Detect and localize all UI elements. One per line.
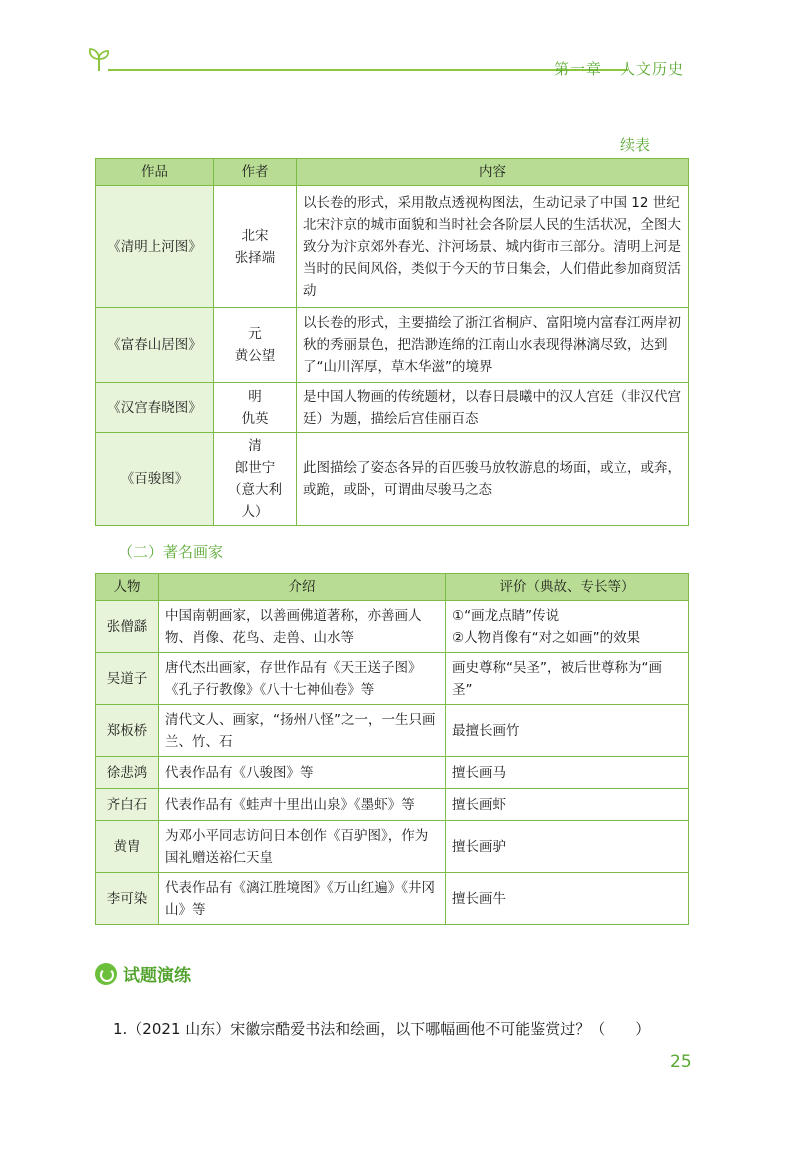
table-row (96, 757, 689, 789)
content-cell: 以长卷的形式，主要描绘了浙江省桐庐、富阳境内富春江两岸初秋的秀丽景色，把浩渺连绵的江南山水表现得淋漓尽致，达到了“山川浑厚，草木华滋”的境界 (297, 308, 689, 383)
table-header-row (96, 574, 689, 601)
content-cell: 是中国人物画的传统题材，以春日晨曦中的汉人宫廷（非汉代宫廷）为题，描绘后宫佳丽百态 (297, 383, 689, 433)
painter-eval: 擅长画牛 (446, 873, 689, 925)
column-header: 作者 (214, 159, 297, 186)
painter-intro: 中国南朝画家，以善画佛道著称，亦善画人物、肖像、花鸟、走兽、山水等 (159, 601, 446, 653)
author-cell (214, 433, 297, 526)
painter-name: 郑板桥 (96, 705, 159, 757)
author-name: 郎世宁 (234, 460, 276, 476)
artworks-table (95, 158, 689, 526)
painter-eval: 最擅长画竹 (446, 705, 689, 757)
work-cell: 《汉宫春晓图》 (96, 383, 214, 433)
table-row (96, 821, 689, 873)
table-row (96, 653, 689, 705)
table-row (96, 601, 689, 653)
page-number: 25 (670, 1052, 692, 1072)
painter-eval: 擅长画驴 (446, 821, 689, 873)
continued-label: 续表 (620, 136, 651, 154)
work-cell: 《富春山居图》 (96, 308, 214, 383)
table-row (96, 383, 689, 433)
exercise-icon (95, 963, 117, 985)
painter-intro: 代表作品有《漓江胜境图》《万山红遍》《井冈山》等 (159, 873, 446, 925)
painter-intro: 唐代杰出画家，存世作品有《天王送子图》《孔子行教像》《八十七神仙卷》等 (159, 653, 446, 705)
table-row (96, 186, 689, 308)
chapter-title (554, 58, 684, 79)
question-text: 1.（2021 山东）宋徽宗酷爱书法和绘画，以下哪幅画他不可能鉴赏过？（ ） (113, 1020, 651, 1038)
author-dynasty: 元 (248, 326, 262, 342)
painter-eval: 擅长画马 (446, 757, 689, 789)
chapter-section: 人文历史 (620, 60, 685, 78)
author-dynasty: 清 (248, 438, 262, 454)
painter-intro: 代表作品有《八骏图》等 (159, 757, 446, 789)
author-name: 仇英 (241, 410, 269, 427)
painter-intro: 为邓小平同志访问日本创作《百驴图》，作为国礼赠送裕仁天皇 (159, 821, 446, 873)
section-subtitle: （二）著名画家 (118, 543, 224, 561)
column-header: 内容 (297, 159, 689, 186)
author-name: 黄公望 (234, 348, 276, 364)
author-note: （意大利人） (228, 482, 282, 520)
table-header-row (96, 159, 689, 186)
author-cell (214, 308, 297, 383)
painter-name: 齐白石 (96, 789, 159, 821)
column-header: 人物 (96, 574, 159, 601)
painter-name: 徐悲鸿 (96, 757, 159, 789)
table-row (96, 789, 689, 821)
chapter-number: 第一章 (554, 60, 603, 78)
work-cell: 《清明上河图》 (96, 186, 214, 308)
content-cell: 以长卷的形式，采用散点透视构图法，生动记录了中国 12 世纪北宋汴京的城市面貌和当时社会各阶层人民的生活状况，全图大致分为汴京郊外春光、汴河场景、城内街市三部分。清明上河是当时的民间风俗，类似于今天的节日集会，人们借此参加商贸活动 (297, 186, 689, 308)
author-dynasty: 北宋 (241, 227, 269, 244)
painter-intro: 代表作品有《蛙声十里出山泉》《墨虾》等 (159, 789, 446, 821)
page-header (88, 40, 708, 80)
work-cell: 《百骏图》 (96, 433, 214, 526)
column-header: 评价（典故、专长等） (446, 574, 689, 601)
author-cell (214, 186, 297, 308)
painters-table (95, 573, 689, 925)
table-row (96, 308, 689, 383)
table-row (96, 433, 689, 526)
painter-eval: ①“画龙点睛”传说 ②人物肖像有“对之如画”的效果 (446, 601, 689, 653)
painter-eval: 画史尊称“吴圣”，被后世尊称为“画圣” (446, 653, 689, 705)
author-name: 张择端 (234, 249, 276, 266)
sprout-icon (88, 46, 110, 72)
painter-name: 张僧繇 (96, 601, 159, 653)
table-row (96, 873, 689, 925)
exercise-title: 试题演练 (123, 966, 191, 986)
content-cell: 此图描绘了姿态各异的百匹骏马放牧游息的场面，或立，或奔，或跪，或卧，可谓曲尽骏马之态 (297, 433, 689, 526)
column-header: 介绍 (159, 574, 446, 601)
painter-name: 吴道子 (96, 653, 159, 705)
author-dynasty: 明 (248, 388, 262, 405)
painter-name: 李可染 (96, 873, 159, 925)
painter-eval: 擅长画虾 (446, 789, 689, 821)
exercise-heading (95, 961, 191, 986)
painter-name: 黄胄 (96, 821, 159, 873)
painter-intro: 清代文人、画家，“扬州八怪”之一，一生只画兰、竹、石 (159, 705, 446, 757)
author-cell (214, 383, 297, 433)
table-row (96, 705, 689, 757)
column-header: 作品 (96, 159, 214, 186)
header-rule (108, 69, 628, 71)
